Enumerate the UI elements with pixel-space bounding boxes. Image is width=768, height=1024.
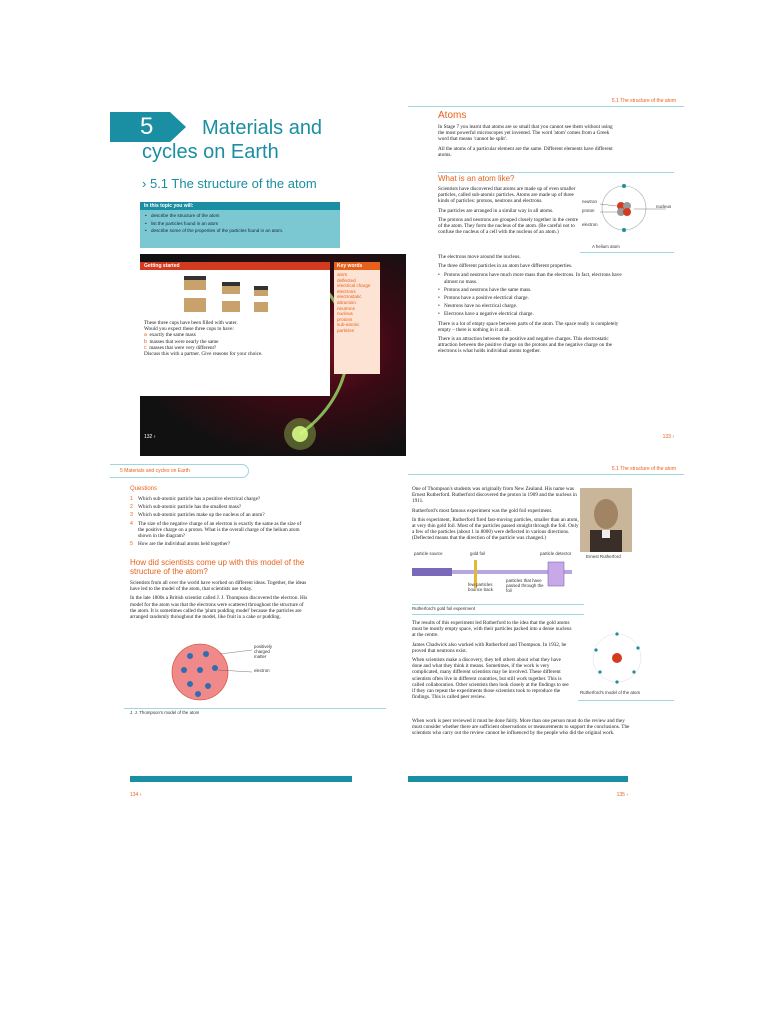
key-words-list [334,270,380,336]
caption-rule [578,700,674,701]
property-item: • Protons and neutrons have the same mass. [438,287,628,293]
key-word: neutrons [337,305,355,311]
questions-heading: Questions [130,486,158,492]
question-item: 3 Which sub-atomic particles make up the nucleus of an atom? [130,512,265,519]
diagram-caption: J. J. Thompson's model of the atom [130,710,200,715]
chevron-right-icon: › [626,792,628,798]
label-neutron: neutron [582,199,597,204]
label-proton: proton [582,208,595,213]
foil-caption: Rutherford's gold foil experiment [412,606,476,611]
page-number: 132 › [144,434,156,440]
chevron-right-icon: › [672,434,674,440]
running-header-tab: 5 Materials and cycles on Earth [110,464,249,478]
atom-like-heading: What is an atom like? [438,174,515,183]
key-word: protons [337,316,353,322]
question-item: 1 Which sub-atomic particle has a positive electrical charge? [130,496,261,502]
like-paragraph-1: Scientists have discovered that atoms are made up of even smaller particles, called sub-atomic particles. Atoms are made up of three kinds of particles: protons, neutrons and electrons. [438,186,576,205]
label-nucleus: nucleus [656,204,672,209]
atoms-heading: Atoms [438,110,467,121]
like-paragraph-5: The three different particles in an atom have different properties. [438,263,573,270]
question-item: 2 Which sub-atomic particle has the smallest mass? [130,504,242,511]
objectives-list [140,210,340,239]
property-item: • Protons have a positive electrical charge. [438,295,628,301]
getting-started-box [140,262,330,396]
getting-started-question: Would you expect these three cups to have: [144,326,234,333]
key-words-box [334,262,380,374]
atoms-paragraph-1: In Stage 7 you learnt that atoms are so small that you cannot see them without using the most powerful microscopes yet invented. The word 'atom' comes from a Greek word that means 'cannot be split'. [438,124,613,143]
objectives-heading: In this topic you will: [140,202,340,210]
getting-started-closing: Discuss this with a partner. Give reasons for your choice. [144,351,263,358]
questions-list [130,496,302,549]
space-paragraph-2: There is an attraction between the positive and negative charges. This electrostatic attraction between the positive charge on the protons and the negative charge on the electrons is what holds individual atoms together. [438,336,612,355]
three-cups-image [140,270,330,320]
diagram-caption: A helium atom [592,244,620,249]
model-paragraph-1: Scientists from all over the world have worked on different ideas. Together, the ideas have led to the model of the atom, that scientists use today. [130,580,307,593]
page-chapter-opener [110,94,406,456]
results-paragraph: The results of this experiment led Rutherford to the idea that the gold atoms must be mostly empty space, with their particles packed into a dense nucleus at the centre. [412,620,572,639]
rutherford-portrait [580,488,632,552]
caption-rule [124,708,386,709]
key-word: sub-atomic particles [337,322,360,333]
like-paragraph-2: The particles are arranged in a similar way in all atoms. [438,207,554,214]
page-number: 133 › [662,434,674,440]
option-b: b masses that were nearly the same [144,338,219,345]
key-word: deflected [337,277,356,283]
running-header: 5.1 The structure of the atom [611,98,676,104]
objective-item: • describe some of the properties of the particles found in an atom. [145,228,335,234]
chevron-right-icon: › [139,792,142,798]
like-paragraph-3: The protons and neutrons are grouped closely together in the centre of the atom. They form the nucleus of the atom. (Be careful not to confuse the nucleus of a cell with the nucleus of an atom.) [438,216,579,236]
space-paragraph-1: There is a lot of empty space between parts of the atom. The space really is completely empty – there is nothing in it at all. [438,320,619,333]
model-paragraph-2: In the late 1800s a British scientist called J. J. Thompson discovered the electron. His model for the atom was that the electrons were scattered throughout the structure of the atom. It is sometimes called the 'plum pudding model' because the particles are arranged randomly throughout the model, like fruit in a cake or pudding. [130,595,308,621]
page-number: 135 › [616,792,628,798]
rutherford-paragraph-2: Rutherford's most famous experiment was the gold foil experiment. [412,507,553,514]
option-c: c masses that were very different? [144,344,217,351]
chapter-title: Materials and cycles on Earth [142,117,323,163]
header-rule [408,474,684,475]
question-item: 4 The size of the negative charge of an electron is exactly the same as the size of the positive charge on a proton. What is the overall charge of the helium atom shown in the diagram? [130,520,302,540]
page-rutherford [408,462,684,807]
label-electron: electron [582,222,598,227]
question-item: 5 How are the individual atoms held together? [130,541,231,548]
section-rule [412,614,584,615]
footer-bar [408,776,628,782]
label-positive-matter: positively charged matter [254,644,273,659]
objective-item: • describe the structure of the atom [145,213,335,219]
label-particle-detector: particle detector [540,551,572,556]
properties-list [438,272,628,317]
caption-rule [412,604,584,605]
option-a: a exactly the same mass [144,332,196,339]
key-word: electrical charge [337,283,371,289]
like-paragraph-4: The electrons move around the nucleus. [438,254,521,260]
key-word: electrons [337,288,356,294]
topic-heading: › 5.1 The structure of the atom [142,176,317,191]
rutherford-model-diagram [582,628,652,688]
label-gold-foil: gold foil [470,551,486,556]
getting-started-heading: Getting started [140,262,330,270]
objectives-box [140,202,340,248]
helium-atom-diagram [580,178,680,242]
chapter-number: 5 [140,113,154,140]
chevron-right-icon: › [142,176,147,191]
key-word: atom [337,272,348,277]
key-word: nucleus [337,311,353,317]
portrait-caption: Ernest Rutherford [586,554,621,559]
rutherford-paragraph-1: One of Thompson's students was originally from New Zealand. His name was Ernest Rutherford. Rutherford discovered the proton in 1909 and the nucleus in 1911. [412,486,577,505]
property-item: • Neutrons have no electrical charge. [438,303,628,309]
chadwick-paragraph: James Chadwick also worked with Rutherford and Thompson. In 1932, he proved that neutrons exist. [412,641,567,654]
page-number: 134 › [130,792,142,798]
model-caption: Rutherford's model of the atom [580,690,641,695]
property-item: • Protons and neutrons have much more mass than the electrons. In fact, electrons have almost no mass. [438,272,628,284]
section-rule [438,172,674,173]
key-words-heading: Key words [334,262,380,270]
objective-item: • list the particles found in an atom [145,221,335,227]
collaboration-paragraph: When scientists make a discovery, they tell others about what they have done and what they think it means. Sometimes, if the work is very complicated, many different scientists may be involved. These different scientists often live in different countries, but still work together. This is called collaboration. Other scientists then look closely at the findings to see if they can repeat the experiments those scientists took to reproduce the findings. This is called peer review. [412,657,569,701]
property-item: • Electrons have a negative electrical charge. [438,311,628,317]
chevron-right-icon: › [153,434,156,440]
label-passed-through: particles that have passed through the foil [506,578,544,593]
page-atoms [408,94,684,456]
rutherford-paragraph-3: In this experiment, Rutherford fired fast-moving particles, smaller than an atom, at very thin gold foil. Most of the particles passed straight through the foil. Only a few of the particles (about 1 in 8000) were deflected in various directions. (Deflected means that the direction of the particle was changed.) [412,516,579,542]
caption-rule [580,252,674,253]
label-bounce-back: few particles bounce back [468,582,493,592]
label-electron: electron [254,668,270,673]
header-rule [408,106,684,107]
atoms-paragraph-2: All the atoms of a particular element are the same. Different elements have different atoms. [438,145,613,158]
getting-started-intro: These three cups have been filled with water. [144,320,238,326]
label-particle-source: particle source [414,551,443,556]
model-heading: How did scientists come up with this model of the structure of the atom? [130,558,305,576]
peer-review-paragraph: When work is peer reviewed it must be done fairly. More than one person must do the review and they must consider whether there are sufficient observations or measurements to support the conclusions. The scientists who carry out the review cannot be influenced by the people who did the original work. [412,718,630,737]
footer-bar [130,776,352,782]
running-header: 5.1 The structure of the atom [611,466,676,472]
key-word: electrostatic attraction [337,294,362,305]
page-questions [110,462,406,807]
